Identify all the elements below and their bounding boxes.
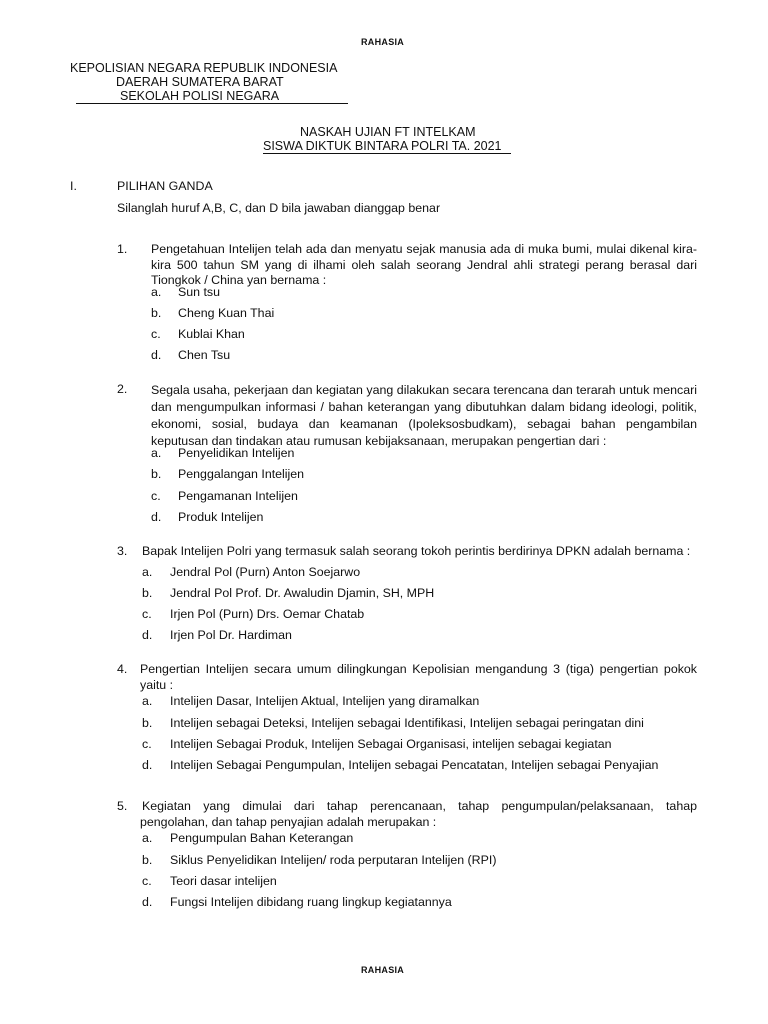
section-instruction: Silanglah huruf A,B, C, dan D bila jawaban dianggap benar (117, 201, 441, 215)
question-text: Segala usaha, pekerjaan dan kegiatan yang dilakukan secara terencana dan terarah untuk mencari dan mengumpulkan informasi / bahan keterangan yang dibutuhkan dalam bidang ideologi, politik, ekonomi, sosial, budaya dan keamanan (Ipoleksosbudkam), sebagai bahan pengambilan keputusan dan tindakan atau rumusan kebijaksanaan, merupakan pengertian dari : (151, 383, 697, 448)
option-letter: d. (151, 348, 162, 362)
option-letter: a. (142, 565, 153, 579)
classification-bottom: RAHASIA (361, 965, 405, 975)
section-number: I. (70, 179, 77, 193)
option-letter: b. (151, 306, 162, 320)
exam-subtitle: SISWA DIKTUK BINTARA POLRI TA. 2021 (263, 139, 511, 154)
option-text: Produk Intelijen (178, 510, 264, 524)
option-text: Penggalangan Intelijen (178, 467, 305, 481)
option-letter: d. (142, 895, 153, 909)
question-number: 3. (117, 544, 128, 558)
option-text: Intelijen Dasar, Intelijen Aktual, Intelijen yang diramalkan (170, 694, 480, 708)
question-text: Kegiatan yang dimulai dari tahap perencanaan, tahap pengumpulan/pelaksanaan, tahap pengolahan, dan tahap penyajian adalah merupakan : (140, 799, 697, 829)
option-text: Intelijen Sebagai Pengumpulan, Intelijen sebagai Pencatatan, Intelijen sebagai Penyajian (170, 758, 659, 772)
option-text: Jendral Pol Prof. Dr. Awaludin Djamin, SH, MPH (170, 586, 435, 600)
header-region: DAERAH SUMATERA BARAT (116, 75, 284, 89)
option-letter: b. (151, 467, 162, 481)
option-text: Intelijen sebagai Deteksi, Intelijen sebagai Identifikasi, Intelijen sebagai peringatan dini (170, 716, 644, 730)
option-letter: a. (151, 446, 162, 460)
option-text: Siklus Penyelidikan Intelijen/ roda perputaran Intelijen (RPI) (170, 853, 497, 867)
option-letter: a. (142, 831, 153, 845)
option-text: Kublai Khan (178, 327, 245, 341)
option-letter: b. (142, 716, 153, 730)
option-letter: c. (142, 874, 152, 888)
option-text: Teori dasar intelijen (170, 874, 277, 888)
question-text: Bapak Intelijen Polri yang termasuk salah seorang tokoh perintis berdirinya DPKN adalah bernama : (142, 544, 691, 558)
option-text: Jendral Pol (Purn) Anton Soejarwo (170, 565, 361, 579)
option-letter: c. (142, 607, 152, 621)
option-text: Fungsi Intelijen dibidang ruang lingkup kegiatannya (170, 895, 452, 909)
option-text: Penyelidikan Intelijen (178, 446, 295, 460)
header-school: SEKOLAH POLISI NEGARA (76, 89, 348, 104)
question-number: 4. (117, 662, 128, 676)
exam-title: NASKAH UJIAN FT INTELKAM (300, 125, 476, 139)
question-text: Pengertian Intelijen secara umum dilingkungan Kepolisian mengandung 3 (tiga) pengertian pokok yaitu : (140, 662, 697, 692)
section-heading: PILIHAN GANDA (117, 179, 213, 193)
question-number: 1. (117, 242, 128, 256)
option-letter: d. (142, 758, 153, 772)
option-text: Intelijen Sebagai Produk, Intelijen Sebagai Organisasi, intelijen sebagai kegiatan (170, 737, 612, 751)
option-letter: c. (151, 327, 161, 341)
option-letter: d. (151, 510, 162, 524)
option-letter: b. (142, 586, 153, 600)
option-text: Pengumpulan Bahan Keterangan (170, 831, 354, 845)
option-text: Sun tsu (178, 285, 221, 299)
question-number: 2. (117, 382, 128, 396)
option-text: Pengamanan Intelijen (178, 489, 298, 503)
option-text: Chen Tsu (178, 348, 231, 362)
question-text: Pengetahuan Intelijen telah ada dan menyatu sejak manusia ada di muka bumi, mulai dikenal kira-kira 500 tahun SM yang di ilhami oleh salah seorang Jendral ahli strategi perang berasal dari Tiongkok / China yan bernama : (151, 242, 697, 287)
option-letter: c. (142, 737, 152, 751)
option-text: Irjen Pol Dr. Hardiman (170, 628, 292, 642)
option-text: Cheng Kuan Thai (178, 306, 275, 320)
classification-top: RAHASIA (361, 37, 405, 47)
option-letter: a. (142, 694, 153, 708)
option-letter: c. (151, 489, 161, 503)
option-letter: b. (142, 853, 153, 867)
option-letter: a. (151, 285, 162, 299)
option-letter: d. (142, 628, 153, 642)
option-text: Irjen Pol (Purn) Drs. Oemar Chatab (170, 607, 365, 621)
question-number: 5. (117, 799, 128, 813)
header-institution: KEPOLISIAN NEGARA REPUBLIK INDONESIA (70, 61, 338, 75)
